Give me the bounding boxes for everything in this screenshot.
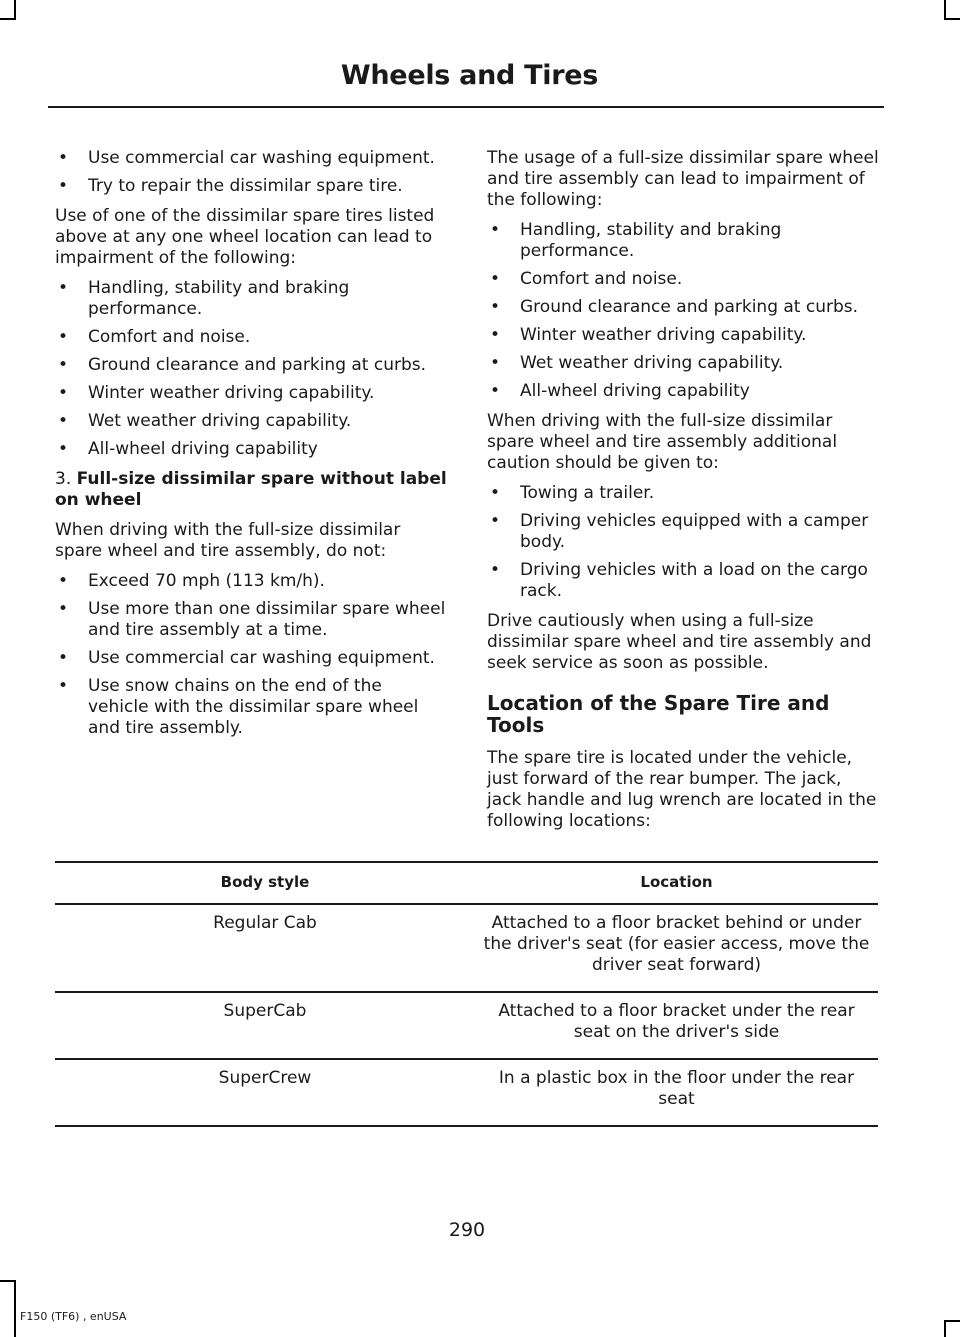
- left-paragraph-1: Use of one of the dissimilar spare tires listed above at any one wheel location can lead to impairment of the following:: [55, 206, 435, 268]
- list-item: • Wet weather driving capability.: [490, 353, 784, 373]
- column-header-location: Location: [475, 862, 878, 904]
- table-header-row: [55, 862, 878, 904]
- bullet-icon: •: [490, 353, 501, 373]
- list-item: • Use more than one dissimilar spare wheel and tire assembly at a time.: [58, 599, 446, 640]
- bullet-icon: •: [58, 327, 69, 347]
- bullet-icon: •: [490, 483, 501, 503]
- list-item: • Winter weather driving capability.: [490, 325, 807, 345]
- right-paragraph-4: The spare tire is located under the vehicle, just forward of the rear bumper. The jack, jack handle and lug wrench are located in the following locations:: [487, 748, 877, 831]
- right-paragraph-1: The usage of a full-size dissimilar spare wheel and tire assembly can lead to impairment of the following:: [487, 148, 879, 210]
- list-item: • Comfort and noise.: [490, 269, 683, 289]
- bullet-icon: •: [58, 599, 69, 619]
- bullet-icon: •: [490, 220, 501, 240]
- column-header-body-style: Body style: [55, 862, 475, 904]
- crop-mark-bottom-right-h: [944, 1320, 960, 1322]
- bullet-icon: •: [490, 511, 501, 531]
- table-row: [55, 1059, 878, 1126]
- bullet-icon: •: [58, 411, 69, 431]
- list-item: • Use commercial car washing equipment.: [58, 648, 435, 668]
- left-paragraph-2: When driving with the full-size dissimilar spare wheel and tire assembly, do not:: [55, 520, 401, 561]
- list-item: • All-wheel driving capability: [58, 439, 318, 459]
- bullet-icon: •: [58, 278, 69, 298]
- bullet-icon: •: [58, 355, 69, 375]
- left-list-3: [55, 571, 447, 739]
- list-item: • Handling, stability and braking performance.: [58, 278, 350, 319]
- list-item: • Exceed 70 mph (113 km/h).: [58, 571, 325, 591]
- crop-mark-bottom-right-v: [944, 1320, 946, 1337]
- list-item: • Ground clearance and parking at curbs.: [490, 297, 859, 317]
- right-column: [487, 148, 879, 841]
- left-list-2: [55, 278, 447, 460]
- table-cell: Attached to a floor bracket behind or under the driver's seat (for easier access, move the driver seat forward): [475, 904, 878, 992]
- left-column: [55, 148, 447, 748]
- crop-mark-top-right-v: [944, 0, 946, 20]
- list-item: • Driving vehicles equipped with a camper body.: [490, 511, 869, 552]
- right-paragraph-3: Drive cautiously when using a full-size dissimilar spare wheel and tire assembly and seek service as soon as possible.: [487, 611, 872, 673]
- crop-mark-bottom-left-h: [0, 1280, 16, 1282]
- bullet-icon: •: [490, 560, 501, 580]
- table-cell: SuperCrew: [55, 1059, 475, 1126]
- table-cell: In a plastic box in the floor under the rear seat: [475, 1059, 878, 1126]
- bullet-icon: •: [490, 297, 501, 317]
- list-item: • Handling, stability and braking performance.: [490, 220, 782, 261]
- table-row: [55, 992, 878, 1059]
- bullet-icon: •: [490, 325, 501, 345]
- page-number: 290: [448, 1219, 486, 1241]
- bullet-icon: •: [490, 381, 501, 401]
- list-item: • Wet weather driving capability.: [58, 411, 352, 431]
- list-item: • Towing a trailer.: [490, 483, 655, 503]
- list-item: • All-wheel driving capability: [490, 381, 750, 401]
- crop-mark-top-left-h: [0, 18, 16, 20]
- bullet-icon: •: [58, 648, 69, 668]
- crop-mark-top-left-v: [14, 0, 16, 20]
- crop-mark-top-right-h: [944, 18, 960, 20]
- bullet-icon: •: [58, 176, 69, 196]
- bullet-icon: •: [58, 439, 69, 459]
- right-list-2: [487, 483, 879, 602]
- right-list-1: [487, 220, 879, 402]
- list-item: • Use commercial car washing equipment.: [58, 148, 435, 168]
- table-cell: Regular Cab: [55, 904, 475, 992]
- bullet-icon: •: [58, 383, 69, 403]
- bullet-icon: •: [58, 676, 69, 696]
- footer-text: F150 (TF6) , enUSA: [20, 1310, 127, 1323]
- list-item: • Driving vehicles with a load on the cargo rack.: [490, 560, 868, 601]
- table-cell: Attached to a floor bracket under the rear seat on the driver's side: [475, 992, 878, 1059]
- spare-tire-location-table: [55, 861, 878, 1127]
- table-cell: SuperCab: [55, 992, 475, 1059]
- list-item: • Winter weather driving capability.: [58, 383, 375, 403]
- bullet-icon: •: [58, 571, 69, 591]
- list-item: • Comfort and noise.: [58, 327, 251, 347]
- bullet-icon: •: [58, 148, 69, 168]
- list-item: • Use snow chains on the end of the vehicle with the dissimilar spare wheel and tire assembly.: [58, 676, 419, 738]
- right-paragraph-2: When driving with the full-size dissimilar spare wheel and tire assembly additional caution should be given to:: [487, 411, 838, 473]
- list-item: • Try to repair the dissimilar spare tire.: [58, 176, 403, 196]
- section-heading: Location of the Spare Tire and Tools: [487, 691, 830, 737]
- left-list-1: [55, 148, 447, 197]
- list-item: • Ground clearance and parking at curbs.: [58, 355, 427, 375]
- bullet-icon: •: [490, 269, 501, 289]
- page-title: Wheels and Tires: [340, 60, 598, 91]
- table-row: [55, 904, 878, 992]
- section-subheading: 3. Full-size dissimilar spare without label on wheel: [55, 469, 447, 510]
- crop-mark-bottom-left-v: [14, 1280, 16, 1337]
- header-rule: [48, 106, 884, 108]
